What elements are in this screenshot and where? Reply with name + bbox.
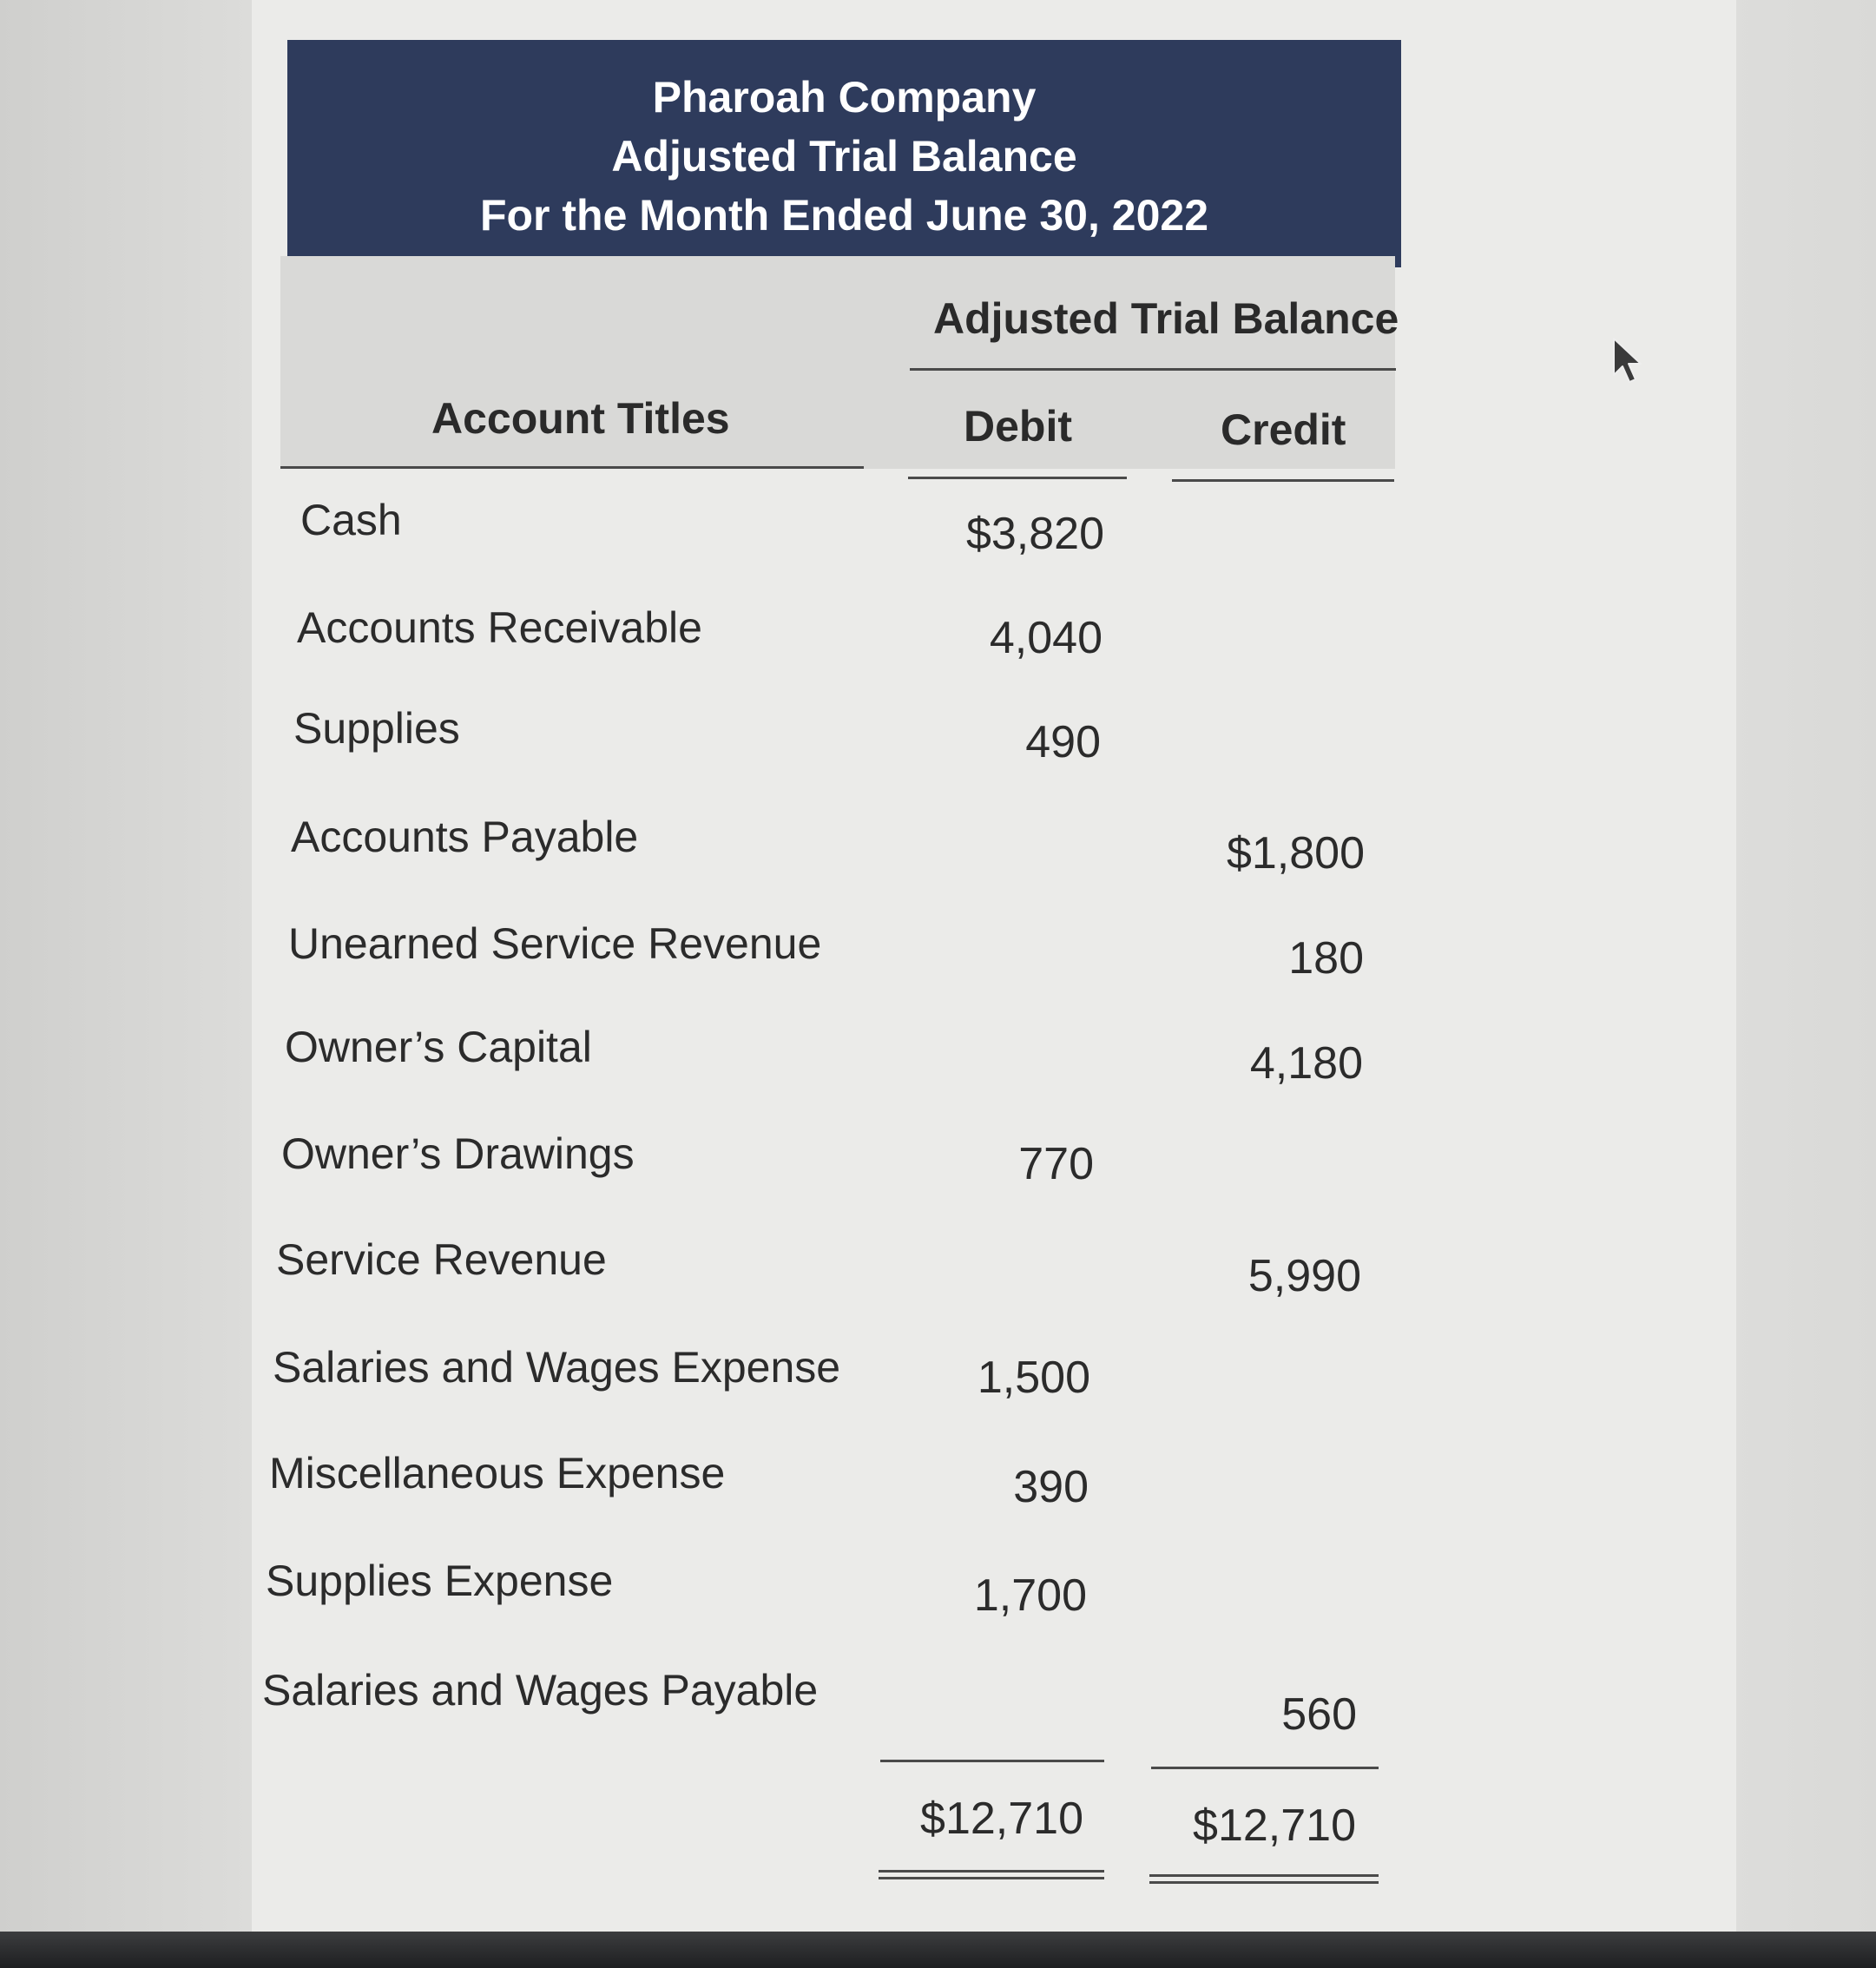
account-title: Service Revenue <box>276 1235 607 1284</box>
account-title: Salaries and Wages Expense <box>273 1343 841 1392</box>
column-header-account-titles: Account Titles <box>431 394 730 443</box>
account-title: Owner’s Drawings <box>281 1129 635 1178</box>
column-header-debit: Debit <box>964 402 1072 451</box>
account-title: Supplies Expense <box>266 1557 614 1605</box>
debit-amount: 4,040 <box>989 613 1103 663</box>
debit-total-double-rule-top <box>879 1870 1104 1873</box>
account-title: Cash <box>300 496 402 544</box>
debit-amount: 1,500 <box>977 1353 1090 1403</box>
statement-heading <box>287 40 1401 267</box>
background-left-shade <box>0 0 252 1936</box>
debit-amount: $3,820 <box>965 509 1104 559</box>
credit-amount: $1,800 <box>1226 828 1365 879</box>
credit-subtotal-rule <box>1151 1767 1379 1769</box>
credit-amount: 180 <box>1288 933 1364 984</box>
debit-subtotal-rule <box>880 1760 1104 1762</box>
credit-amount: 560 <box>1281 1689 1357 1740</box>
credit-amount: 4,180 <box>1249 1038 1363 1089</box>
column-group-label: Adjusted Trial Balance <box>933 294 1399 343</box>
credit-total-double-rule-top <box>1149 1874 1379 1877</box>
debit-total-double-rule-bottom <box>879 1877 1104 1879</box>
debit-amount: 390 <box>1013 1462 1089 1512</box>
account-title: Miscellaneous Expense <box>269 1449 726 1497</box>
account-title: Owner’s Capital <box>285 1023 592 1071</box>
debit-total: $12,710 <box>920 1794 1083 1844</box>
account-title: Supplies <box>293 704 460 753</box>
debit-amount: 490 <box>1025 717 1101 767</box>
account-title: Salaries and Wages Payable <box>262 1666 819 1715</box>
column-header-credit: Credit <box>1221 405 1346 454</box>
statement-name: Adjusted Trial Balance <box>611 132 1077 181</box>
debit-amount: 770 <box>1018 1139 1094 1189</box>
debit-amount: 1,700 <box>973 1570 1087 1621</box>
account-title: Accounts Payable <box>291 813 639 861</box>
monitor-bezel <box>0 1932 1876 1968</box>
account-titles-header-rule <box>280 466 864 469</box>
account-title: Accounts Receivable <box>297 603 702 652</box>
credit-amount: 5,990 <box>1247 1251 1361 1301</box>
company-name: Pharoah Company <box>652 73 1037 122</box>
credit-total-double-rule-bottom <box>1149 1881 1379 1884</box>
credit-header-rule <box>1172 479 1394 482</box>
account-title: Unearned Service Revenue <box>288 919 822 968</box>
mouse-pointer-icon <box>1612 337 1647 385</box>
group-header-rule <box>910 368 1396 371</box>
statement-period: For the Month Ended June 30, 2022 <box>479 191 1209 240</box>
credit-total: $12,710 <box>1193 1800 1356 1851</box>
debit-header-rule <box>908 477 1127 479</box>
